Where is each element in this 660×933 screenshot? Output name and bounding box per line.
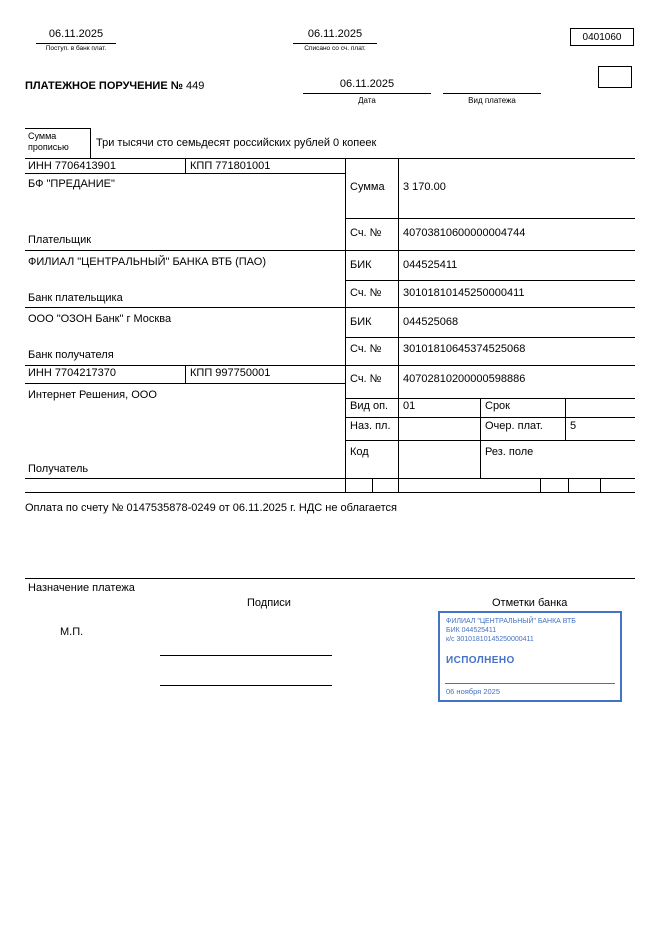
op-type-value: 01 <box>403 400 416 412</box>
form-code-box <box>570 28 634 46</box>
grid-line <box>480 398 481 478</box>
stamp-bank-name: ФИЛИАЛ "ЦЕНТРАЛЬНЫЙ" БАНКА ВТБ <box>446 618 576 625</box>
payment-kind-value <box>443 78 541 94</box>
grid-line <box>345 218 635 219</box>
received-date-field <box>36 28 116 53</box>
payee-inn: ИНН 7704217370 <box>28 367 117 379</box>
grid-line <box>345 440 635 441</box>
grid-line <box>25 365 635 366</box>
payee-name: Интернет Решения, ООО <box>28 389 157 401</box>
stamp-bik: БИК 044525411 <box>446 627 497 634</box>
payer-account-label: Сч. № <box>350 227 382 239</box>
grid-line <box>568 478 569 492</box>
payer-bank-caption: Банк плательщика <box>28 292 123 304</box>
grid-line <box>540 478 541 492</box>
grid-line <box>345 280 635 281</box>
debited-date-field <box>293 28 377 53</box>
grid-line <box>565 398 566 440</box>
corner-field-box <box>598 66 632 88</box>
priority-label: Очер. плат. <box>485 420 543 432</box>
signature-line-2 <box>160 685 332 686</box>
signature-line-1 <box>160 655 332 656</box>
payee-bank-account-label: Сч. № <box>350 343 382 355</box>
amount-in-words-value: Три тысячи сто семьдесят российских рублей 0 копеек <box>96 137 377 149</box>
grid-line <box>345 158 346 492</box>
document-number: 449 <box>186 80 205 92</box>
stamp-place-label: М.П. <box>60 626 84 638</box>
debited-date-value: 06.11.2025 <box>293 28 377 44</box>
document-date-caption: Дата <box>358 96 376 105</box>
payee-caption: Получатель <box>28 463 89 475</box>
payer-bank-bik-value: 044525411 <box>403 259 458 271</box>
grid-line <box>25 128 90 129</box>
reserve-field-label: Рез. поле <box>485 446 534 458</box>
grid-line <box>345 398 635 399</box>
payee-bank-name: ООО "ОЗОН Банк" г Москва <box>28 313 172 325</box>
bank-marks-heading: Отметки банка <box>492 597 568 609</box>
payer-bank-name: ФИЛИАЛ "ЦЕНТРАЛЬНЫЙ" БАНКА ВТБ (ПАО) <box>28 256 266 268</box>
signatures-heading: Подписи <box>247 597 291 609</box>
stamp-rule <box>445 683 615 684</box>
code-label: Код <box>350 446 369 458</box>
payee-bank-bik-label: БИК <box>350 316 372 328</box>
payee-bank-caption: Банк получателя <box>28 349 114 361</box>
grid-line <box>185 158 186 173</box>
grid-line <box>372 478 373 492</box>
grid-line <box>25 383 345 384</box>
payer-bank-account-value: 30101810145250000411 <box>403 287 525 299</box>
grid-line <box>600 478 601 492</box>
payer-bank-account-label: Сч. № <box>350 287 382 299</box>
grid-line <box>185 365 186 383</box>
received-date-caption: Поступ. в банк плат. <box>45 45 107 52</box>
bank-stamp <box>438 611 622 702</box>
op-type-label: Вид оп. <box>350 400 389 412</box>
payee-bank-bik-value: 044525068 <box>403 316 459 328</box>
grid-line <box>25 307 635 308</box>
payment-kind-field <box>443 78 541 106</box>
payee-account-label: Сч. № <box>350 373 382 385</box>
purpose-caption: Назначение платежа <box>28 582 135 594</box>
grid-line <box>345 417 635 418</box>
grid-line <box>25 492 635 493</box>
grid-line <box>25 158 635 159</box>
stamp-status: ИСПОЛНЕНО <box>446 655 515 666</box>
amount-in-words-label: Сумма прописью <box>28 131 69 152</box>
grid-line <box>25 478 635 479</box>
document-title-row <box>25 80 204 93</box>
payer-caption: Плательщик <box>28 234 92 246</box>
payer-name: БФ "ПРЕДАНИЕ" <box>28 178 115 190</box>
payer-bank-bik-label: БИК <box>350 259 372 271</box>
grid-line <box>90 128 91 158</box>
purpose-code-label: Наз. пл. <box>350 420 391 432</box>
amount-value: 3 170.00 <box>403 181 446 193</box>
document-title: ПЛАТЕЖНОЕ ПОРУЧЕНИЕ № <box>25 80 183 92</box>
purpose-text: Оплата по счету № 0147535878-0249 от 06.11.2025 г. НДС не облагается <box>25 502 397 514</box>
grid-line <box>25 250 635 251</box>
received-date-value: 06.11.2025 <box>36 28 116 44</box>
payee-bank-account-value: 30101810645374525068 <box>403 343 526 355</box>
grid-line <box>25 578 635 579</box>
priority-value: 5 <box>570 420 577 432</box>
term-label: Срок <box>485 400 510 412</box>
payer-inn: ИНН 7706413901 <box>28 160 117 172</box>
stamp-corr-account: к/с 30101810145250000411 <box>446 636 534 643</box>
payee-account-value: 40702810200000598886 <box>403 373 526 385</box>
grid-line <box>25 173 345 174</box>
payee-kpp: КПП 997750001 <box>190 367 271 379</box>
payer-kpp: КПП 771801001 <box>190 160 271 172</box>
grid-line <box>398 158 399 492</box>
stamp-date: 06 ноября 2025 <box>446 687 501 696</box>
payer-account-value: 40703810600000004744 <box>403 227 526 239</box>
form-code-value: 0401060 <box>582 32 622 43</box>
debited-date-caption: Списано со сч. плат. <box>304 45 366 52</box>
amount-label: Сумма <box>350 181 385 193</box>
payment-kind-caption: Вид платежа <box>468 96 516 105</box>
document-date-field <box>303 78 431 106</box>
document-date-value: 06.11.2025 <box>303 78 431 94</box>
grid-line <box>345 337 635 338</box>
